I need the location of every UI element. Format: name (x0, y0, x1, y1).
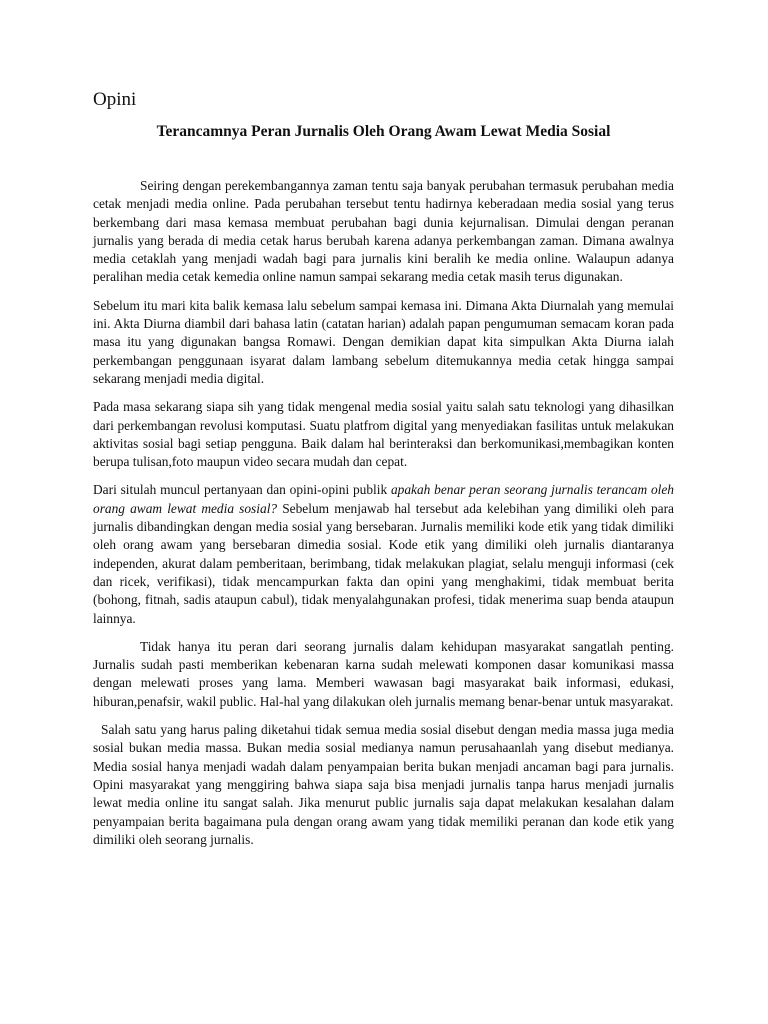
paragraph-2: Sebelum itu mari kita balik kemasa lalu sebelum sampai kemasa ini. Dimana Akta Diurnalah yang memulai ini. Akta Diurna diambil dari bahasa latin (catatan harian) adalah papan pengumuman semacam koran pada masa itu yang digunakan bangsa Romawi. Dengan demikian dapat kita simpulkan Akta Diurna ialah perkembangan penggunaan isyarat dalam lambang sebelum ditemukannya media cetak hingga sampai sekarang menjadi media digital. (93, 297, 674, 386)
paragraph-4 (93, 481, 674, 627)
paragraph-4-lead: Dari situlah muncul pertanyaan dan opini-opini publik (93, 482, 391, 498)
paragraph-1: Seiring dengan perekembangannya zaman tentu saja banyak perubahan termasuk perubahan media cetak menjadi media online. Pada perubahan tersebut tentu hadirnya keberadaan media sosial yang terus berkembang dari masa kemasa membuat perubahan bagi dunia kejurnalisan. Dimulai dengan peranan jurnalis yang berada di media cetak harus berubah karena adanya perkembangan zaman. Dimana awalnya media cetaklah yang menjadi wadah bagi para jurnalis kini beralih ke media online. Walaupun adanya peralihan media cetak kemedia online namun sampai sekarang media cetak masih terus digunakan. (93, 178, 674, 285)
paragraph-4-body: Sebelum menjawab hal tersebut ada kelebihan yang dimiliki oleh para jurnalis dibandingkan dengan media sosial yang bersebaran. Jurnalis memiliki kode etik yang tidak dimiliki oleh orang awam yang bersebaran dimedia sosial. Kode etik yang dimiliki oleh jurnalis diantaranya independen, akurat dalam pemberitaan, berimbang, tidak melakukan plagiat, selalu menguji informasi (cek dan ricek, verifikasi), tidak mencampurkan fakta dan opini yang menghakimi, tidak membuat berita (bohong, fitnah, sadis ataupun cabul), tidak menyalahgunakan profesi, tidak menerima suap benda ataupun lainnya. (93, 500, 675, 626)
paragraph-4-question: apakah benar peran seorang jurnalis terancam oleh orang awam lewat media sosial? (93, 482, 674, 516)
paragraph-3: Pada masa sekarang siapa sih yang tidak mengenal media sosial yaitu salah satu teknologi yang dihasilkan dari perkembangan revolusi komputasi. Suatu platfrom digital yang menyediakan fasilitas untuk melakukan aktivitas sosial bagi setiap pengguna. Baik dalam hal berinteraksi dan berkomunikasi,membagikan konten berupa tulisan,foto maupun video secara mudah dan cepat. (93, 399, 674, 470)
section-label: Opini (93, 89, 137, 110)
paragraph-5: Tidak hanya itu peran dari seorang jurnalis dalam kehidupan masyarakat sangatlah penting. Jurnalis sudah pasti memberikan kebenaran karna sudah melewati komponen dasar komunikasi massa dengan melewati proses yang lama. Memberi wawasan bagi masyarakat baik informasi, edukasi, hiburan,penafsir, wakil public. Hal-hal yang dilakukan oleh jurnalis memang benar-benar untuk masyarakat. (93, 638, 674, 709)
article-title: Terancamnya Peran Jurnalis Oleh Orang Awam Lewat Media Sosial (156, 123, 611, 140)
paragraph-6: Salah satu yang harus paling diketahui tidak semua media sosial disebut dengan media massa juga media sosial bukan media massa. Bukan media sosial medianya namun perusahaanlah yang disebut medianya. Media sosial hanya menjadi wadah dalam penyampaian berita bukan menjadi ancaman bagi para jurnalis. Opini masyarakat yang menggiring bahwa siapa saja bisa menjadi jurnalis tanpa harus menjadi jurnalis lewat media online itu sangat salah. Jika menurut public jurnalis saja dapat melakukan kesalahan dalam penyampaian berita bagaimana pula dengan orang awam yang tidak memiliki peranan dan kode etik yang dimiliki oleh seorang jurnalis. (93, 722, 674, 847)
